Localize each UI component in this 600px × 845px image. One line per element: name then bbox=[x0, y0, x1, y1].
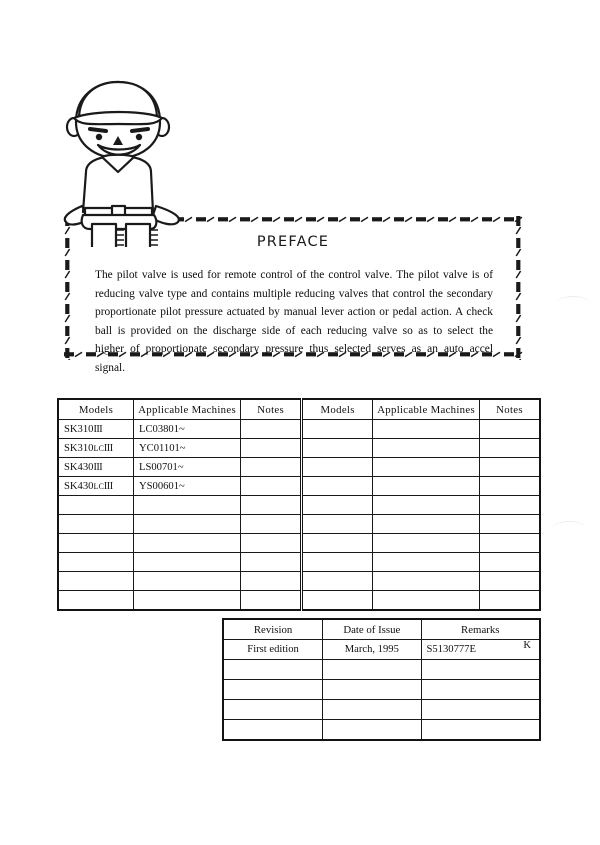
table-row bbox=[58, 572, 540, 591]
cap-brim bbox=[74, 112, 162, 124]
cell-machine-right bbox=[373, 591, 480, 611]
cell-date-of-issue bbox=[323, 660, 421, 680]
header-date-of-issue: Date of Issue bbox=[323, 619, 421, 640]
cell-model-right bbox=[302, 572, 373, 591]
cell-model-right bbox=[302, 458, 373, 477]
cell-model-right bbox=[302, 591, 373, 611]
table-row bbox=[58, 534, 540, 553]
cell-notes-right bbox=[480, 477, 540, 496]
cell-notes-left bbox=[241, 534, 302, 553]
cell-notes-right bbox=[480, 515, 540, 534]
remarks-code-suffix: K bbox=[523, 640, 531, 651]
table-row bbox=[58, 515, 540, 534]
cell-model-right bbox=[302, 477, 373, 496]
cell-notes-right bbox=[480, 572, 540, 591]
table-row bbox=[58, 439, 540, 458]
preface-title: PREFACE bbox=[256, 234, 330, 250]
cell-revision bbox=[223, 660, 323, 680]
revision-table-body bbox=[223, 640, 540, 741]
header-machines-left: Applicable Machines bbox=[133, 399, 240, 420]
header-notes-right: Notes bbox=[480, 399, 540, 420]
cell-machine-left bbox=[133, 515, 240, 534]
cell-notes-left bbox=[241, 553, 302, 572]
cell-model-left bbox=[58, 496, 133, 515]
cell-model-left bbox=[58, 553, 133, 572]
header-revision: Revision bbox=[223, 619, 323, 640]
applicable-machines-table bbox=[57, 398, 541, 611]
revision-table-header bbox=[223, 619, 540, 640]
cell-notes-left bbox=[241, 515, 302, 534]
table-row bbox=[58, 553, 540, 572]
cell-machine-right bbox=[373, 515, 480, 534]
table-row bbox=[58, 496, 540, 515]
cell-notes-right bbox=[480, 553, 540, 572]
cell-machine-left bbox=[133, 496, 240, 515]
cell-notes-left bbox=[241, 477, 302, 496]
model-series-numeral: III bbox=[103, 480, 113, 492]
header-remarks: Remarks bbox=[421, 619, 540, 640]
right-leg bbox=[126, 224, 150, 247]
model-lc-suffix: LC bbox=[93, 443, 104, 453]
header-models-left: Models bbox=[58, 399, 133, 420]
cell-notes-left bbox=[241, 591, 302, 611]
header-notes-left: Notes bbox=[241, 399, 302, 420]
cell-machine-right bbox=[373, 572, 480, 591]
cell-notes-left bbox=[241, 420, 302, 439]
left-leg bbox=[92, 224, 116, 247]
cell-date-of-issue bbox=[323, 680, 421, 700]
cell-notes-right bbox=[480, 458, 540, 477]
scan-artifact bbox=[552, 521, 586, 536]
cell-machine-left bbox=[133, 553, 240, 572]
cell-machine-right bbox=[373, 420, 480, 439]
cell-remarks bbox=[421, 660, 540, 680]
cell-model-right bbox=[302, 515, 373, 534]
table-row bbox=[58, 477, 540, 496]
cell-model-right bbox=[302, 496, 373, 515]
cell-notes-right bbox=[480, 496, 540, 515]
cell-notes-right bbox=[480, 420, 540, 439]
cell-model-left bbox=[58, 534, 133, 553]
table-row bbox=[223, 660, 540, 680]
cell-remarks bbox=[421, 700, 540, 720]
model-series-numeral: III bbox=[103, 442, 113, 454]
cell-machine-right bbox=[373, 458, 480, 477]
table-row bbox=[223, 640, 540, 660]
cell-model-left: SK430LCIII bbox=[58, 477, 133, 496]
left-eyebrow bbox=[90, 129, 106, 131]
cell-revision bbox=[223, 680, 323, 700]
model-lc-suffix: LC bbox=[93, 481, 104, 491]
table-row bbox=[223, 700, 540, 720]
cell-model-left bbox=[58, 591, 133, 611]
cell-machine-right bbox=[373, 477, 480, 496]
cell-notes-left bbox=[241, 572, 302, 591]
cell-date-of-issue: March, 1995 bbox=[323, 640, 421, 660]
header-machines-right: Applicable Machines bbox=[373, 399, 480, 420]
cell-machine-left bbox=[133, 534, 240, 553]
preface-body-text: The pilot valve is used for remote control of the control valve. The pilot valve is of reducing valve type and contains multiple reducing valves that control the secondary proportionate pilot pressure actuated by manual lever action or pedal action. A check ball is provided on the discharge side of each reducing valve so as to select the higher of proportionate secondary pressure thus selected serves as an auto accel signal. bbox=[95, 269, 493, 374]
cell-machine-left: YS00601~ bbox=[133, 477, 240, 496]
cell-machine-left: LS00701~ bbox=[133, 458, 240, 477]
cell-remarks bbox=[421, 720, 540, 741]
cell-machine-right bbox=[373, 496, 480, 515]
cell-model-right bbox=[302, 534, 373, 553]
cell-model-right bbox=[302, 553, 373, 572]
cell-notes-left bbox=[241, 439, 302, 458]
left-eye bbox=[96, 134, 102, 140]
cell-machine-left bbox=[133, 591, 240, 611]
cell-model-left bbox=[58, 515, 133, 534]
cell-machine-right bbox=[373, 439, 480, 458]
header-models-right: Models bbox=[302, 399, 373, 420]
cell-machine-right bbox=[373, 534, 480, 553]
cell-notes-left bbox=[241, 458, 302, 477]
cell-date-of-issue bbox=[323, 720, 421, 741]
right-eye bbox=[136, 134, 142, 140]
cell-notes-left bbox=[241, 496, 302, 515]
table-row bbox=[58, 458, 540, 477]
cell-remarks: S5130777E K bbox=[421, 640, 540, 660]
cell-model-right bbox=[302, 420, 373, 439]
right-eyebrow bbox=[132, 129, 148, 131]
cell-notes-right bbox=[480, 591, 540, 611]
cell-machine-right bbox=[373, 553, 480, 572]
cell-machine-left: LC03801~ bbox=[133, 420, 240, 439]
table-row bbox=[58, 420, 540, 439]
cell-model-right bbox=[302, 439, 373, 458]
cell-revision bbox=[223, 720, 323, 741]
table-row bbox=[58, 591, 540, 611]
table-header-row bbox=[58, 399, 540, 420]
table-row bbox=[223, 720, 540, 741]
cell-revision: First edition bbox=[223, 640, 323, 660]
machines-table-body bbox=[58, 420, 540, 611]
cell-model-left: SK310LCIII bbox=[58, 439, 133, 458]
cell-model-left bbox=[58, 572, 133, 591]
boy-with-cap-illustration bbox=[52, 72, 192, 247]
revision-table bbox=[222, 618, 541, 741]
model-series-numeral: III bbox=[93, 423, 103, 435]
cell-machine-left bbox=[133, 572, 240, 591]
model-series-numeral: III bbox=[93, 461, 103, 473]
table-header-row bbox=[223, 619, 540, 640]
cell-date-of-issue bbox=[323, 700, 421, 720]
cell-notes-right bbox=[480, 439, 540, 458]
cell-machine-left: YC01101~ bbox=[133, 439, 240, 458]
scan-artifact bbox=[556, 296, 590, 311]
cell-revision bbox=[223, 700, 323, 720]
cell-notes-right bbox=[480, 534, 540, 553]
cell-model-left: SK310III bbox=[58, 420, 133, 439]
cell-model-left: SK430III bbox=[58, 458, 133, 477]
machines-table-header bbox=[58, 399, 540, 420]
table-row bbox=[223, 680, 540, 700]
cell-remarks bbox=[421, 680, 540, 700]
preface-border-right bbox=[513, 214, 524, 360]
